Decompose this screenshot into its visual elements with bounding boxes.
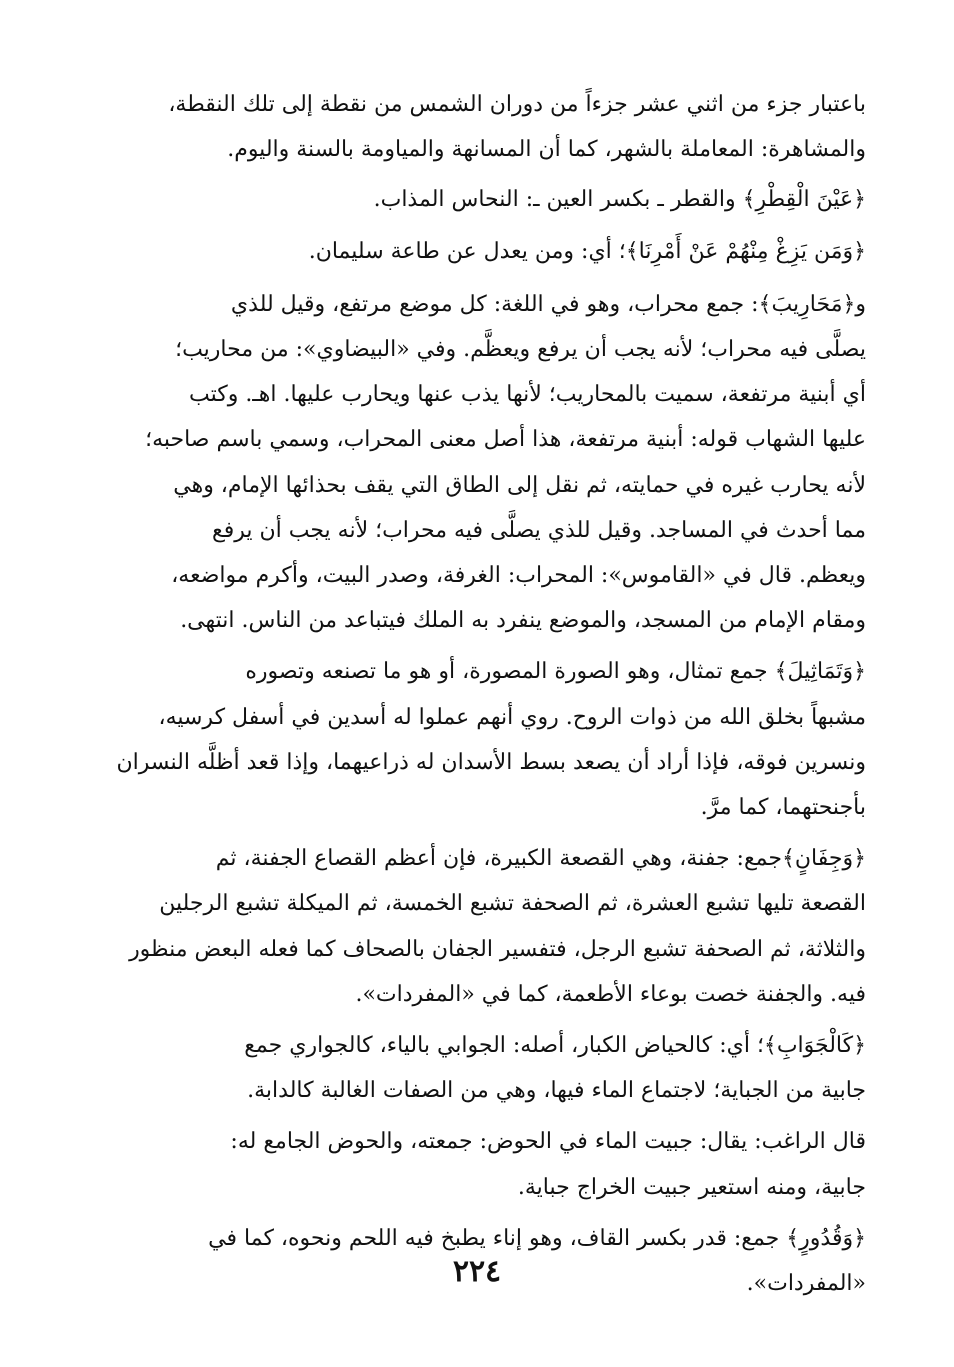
paragraph-6: ﴿وَجِفَانٍ﴾جمع: جفنة، وهي القصعة الكبيرة، فإن أعظم القصاع الجفنة، ثم القصعة تليها تشبع العشرة، ثم الصحفة تشبع الخمسة، ثم الميكلة تشبع الرجلين والثلاثة، ثم الصحفة تشبع الرجل، فتفسير الجفان بالصحاف كما فعله البعض منظور فيه. والجفنة خصت بوعاء الأطعمة، كما في «المفردات». [129,846,866,1007]
paragraph-5: ﴿وَتَمَاثِيلَ﴾ جمع تمثال، وهو الصورة المصورة، أو هو ما تصنعه وتصوره مشبهاً بخلق الله من ذوات الروح. روي أنهم عملوا له أسدين في أسفل كرسيه، ونسرين فوقه، فإذا أراد أن يصعد بسط الأسدان له ذراعيهما، وإذا قعد أظلَّه النسران بأجنحتهما، كما مرَّ. [116,659,866,821]
paragraph-1: باعتبار جزء من اثني عشر جزءاً من دوران الشمس من نقطة إلى تلك النقطة، والمشاهرة: المعاملة بالشهر، كما أن المسانهة والمياومة بالسنة واليوم. [168,92,866,163]
paragraph-8: قال الراغب: يقال: جبيت الماء في الحوض: جمعته، والحوض الجامع له: جابية، ومنه استعير جبيت الخراج جباية. [230,1129,866,1200]
page-body [94,82,866,1306]
paragraph-7: ﴿كَالْجَوَابِ﴾؛ أي: كالحياض الكبار، أصله: الجوابي بالياء، كالجواري جمع جابية من الجباية؛ لاجتماع الماء فيها، وهي من الصفات الغالبة كالدابة. [244,1033,866,1104]
paragraph-9: ﴿وَقُدُورٍ﴾ جمع: قدر بكسر القاف، وهو إناء يطبخ فيه اللحم ونحوه، كما في «المفردات». [208,1225,866,1297]
paragraph-4: و﴿مَحَارِيبَ﴾: جمع محراب، وهو في اللغة: كل موضع مرتفع، وقيل للذي يصلَّى فيه محراب؛ لأنه يجب أن يرفع ويعظَّم. وفي «البيضاوي»: من محاريب؛ أي أبنية مرتفعة، سميت بالمحاريب؛ لأنها يذب عنها ويحارب عليها. اهـ. وكتب عليها الشهاب قوله: أبنية مرتفعة، هذا أصل معنى المحراب، وسمي باسم صاحبه؛ لأنه يحارب غيره في حمايته، ثم نقل إلى الطاق التي يقف بحذائها الإمام، وهي مما أحدث في المساجد. وقيل للذي يصلَّى فيه محراب؛ لأنه يجب أن يرفع ويعظم. قال في «القاموس»: المحراب: الغرفة، وصدر البيت، وأكرم مواضعه، ومقام الإمام من المسجد، والموضع ينفرد به الملك فيتباعد من الناس. انتهى. [145,291,866,634]
paragraph-3: ﴿وَمَن يَزِغْ مِنْهُمْ عَنْ أَمْرِنَا﴾؛ أي: ومن يعدل عن طاعة سليمان. [308,238,866,264]
page-number: ٢٢٤ [452,1254,502,1289]
paragraph-2: ﴿عَيْنَ الْقِطْرِ﴾ والقطر ـ بكسر العين ـ: النحاس المذاب. [373,187,866,213]
